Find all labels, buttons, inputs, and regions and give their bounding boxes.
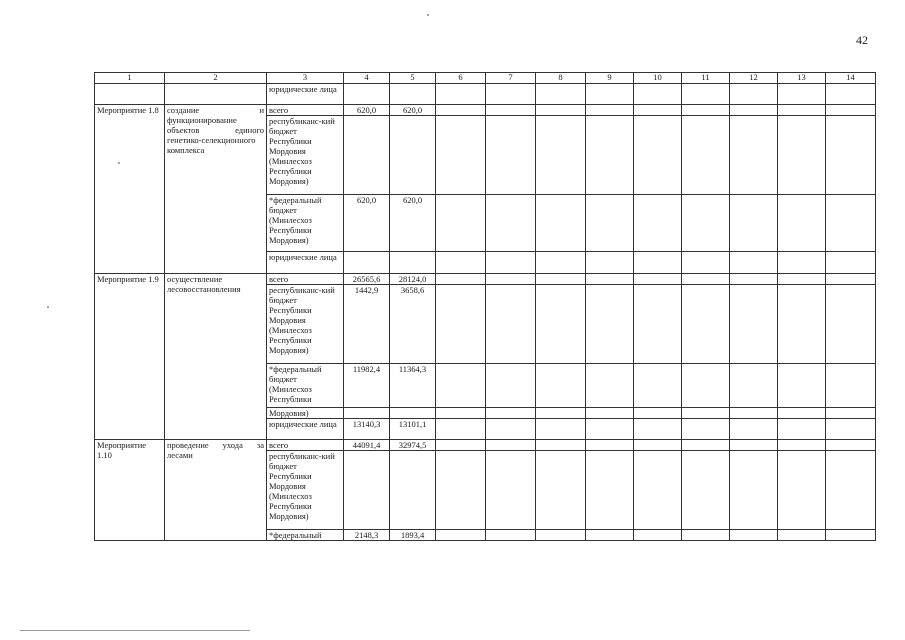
source-cell: *федеральный бюджет (Минлесхоз Республики Мордовия) — [267, 195, 344, 252]
table-row — [95, 84, 876, 105]
value-cell: 32974,5 — [390, 440, 436, 451]
value-cell: 3658,6 — [390, 285, 436, 364]
value-cell — [390, 252, 436, 274]
col-header: 12 — [730, 73, 778, 84]
column-number-row — [95, 73, 876, 84]
col-header: 3 — [267, 73, 344, 84]
value-cell: 620,0 — [390, 195, 436, 252]
source-cell: всего — [267, 105, 344, 116]
scan-speck — [118, 162, 120, 164]
value-cell: 26565,6 — [344, 274, 390, 285]
value-cell: 11982,4 — [344, 364, 390, 408]
page-number: 42 — [856, 33, 868, 47]
value-cell: 620,0 — [390, 105, 436, 116]
table-row — [95, 105, 876, 116]
table-row — [95, 440, 876, 451]
scan-speck — [47, 306, 49, 308]
description-cell: осуществление лесовосстановления — [165, 274, 267, 440]
value-cell — [344, 84, 390, 105]
value-cell — [344, 116, 390, 195]
measure-cell: Мероприятие 1.10 — [95, 440, 165, 541]
value-cell: 620,0 — [344, 195, 390, 252]
value-cell: 44091,4 — [344, 440, 390, 451]
value-cell: 2148,3 — [344, 530, 390, 541]
value-cell: 11364,3 — [390, 364, 436, 408]
value-cell: 13140,3 — [344, 419, 390, 440]
source-cell: юридические лица — [267, 84, 344, 105]
source-cell: юридические лица — [267, 419, 344, 440]
source-cell: республиканс-кий бюджет Республики Мордовия (Минлесхоз Республики Мордовия) — [267, 285, 344, 364]
source-cell: всего — [267, 440, 344, 451]
description-cell: создание и функционирование объектов единого генетико-селекционного комплекса — [165, 105, 267, 274]
source-cell: республиканс-кий бюджет Республики Мордовия (Минлесхоз Республики Мордовия) — [267, 116, 344, 195]
source-cell: *федеральный бюджет (Минлесхоз Республики — [267, 364, 344, 408]
col-header: 4 — [344, 73, 390, 84]
value-cell: 28124,0 — [390, 274, 436, 285]
col-header: 13 — [778, 73, 826, 84]
col-header: 10 — [634, 73, 682, 84]
measure-cell — [95, 84, 165, 105]
value-cell: 620,0 — [344, 105, 390, 116]
col-header: 8 — [536, 73, 586, 84]
measure-cell: Мероприятие 1.8 — [95, 105, 165, 274]
col-header: 7 — [486, 73, 536, 84]
value-cell: 13101,1 — [390, 419, 436, 440]
col-header: 2 — [165, 73, 267, 84]
col-header: 5 — [390, 73, 436, 84]
value-cell — [390, 84, 436, 105]
scan-edge-line — [20, 630, 250, 631]
measure-cell: Мероприятие 1.9 — [95, 274, 165, 440]
value-cell: 1442,9 — [344, 285, 390, 364]
source-cell: всего — [267, 274, 344, 285]
scan-speck — [427, 14, 429, 16]
value-cell — [344, 451, 390, 530]
value-cell — [390, 451, 436, 530]
source-cell: республиканс-кий бюджет Республики Мордовия (Минлесхоз Республики Мордовия) — [267, 451, 344, 530]
col-header: 6 — [436, 73, 486, 84]
source-cell: *федеральный — [267, 530, 344, 541]
value-cell — [344, 408, 390, 419]
col-header: 1 — [95, 73, 165, 84]
source-cell: юридические лица — [267, 252, 344, 274]
value-cell — [344, 252, 390, 274]
col-header: 9 — [586, 73, 634, 84]
value-cell — [390, 116, 436, 195]
budget-table — [94, 72, 876, 541]
source-cell: Мордовия) — [267, 408, 344, 419]
col-header: 14 — [826, 73, 876, 84]
value-cell: 1893,4 — [390, 530, 436, 541]
col-header: 11 — [682, 73, 730, 84]
value-cell — [390, 408, 436, 419]
description-cell: проведение ухода за лесами — [165, 440, 267, 541]
table-row — [95, 274, 876, 285]
description-cell — [165, 84, 267, 105]
